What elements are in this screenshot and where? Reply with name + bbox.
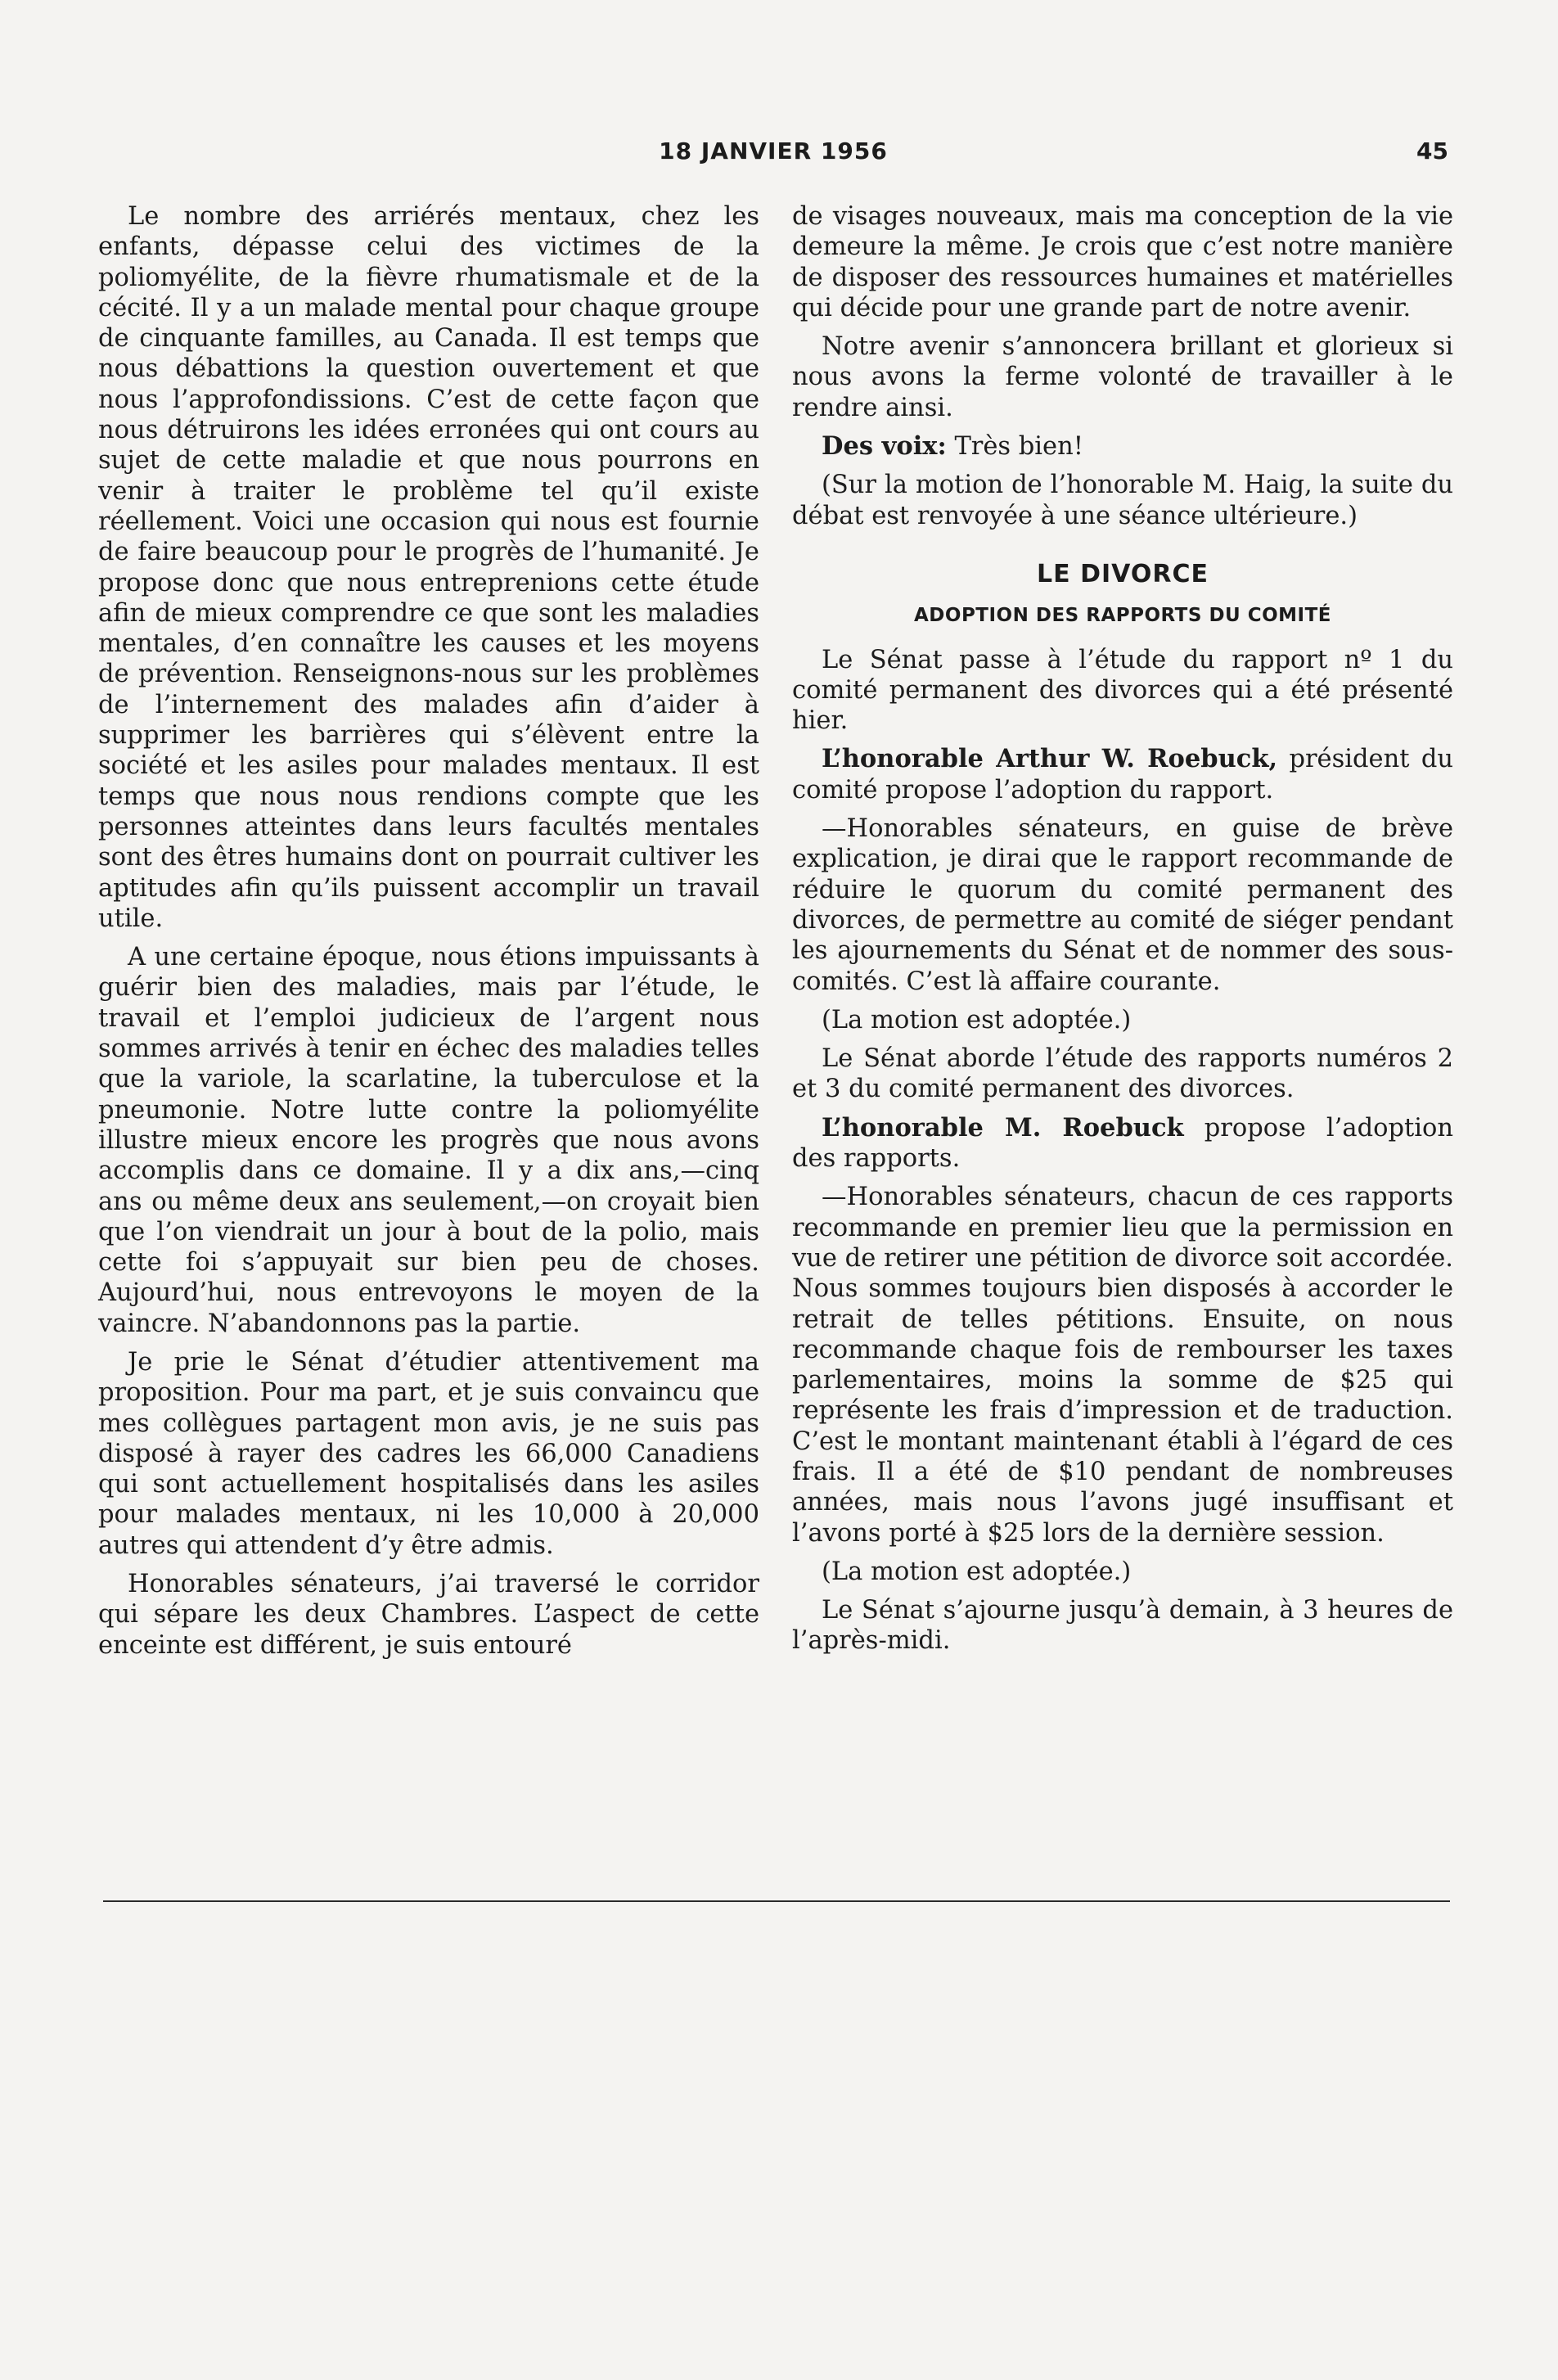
page-header bbox=[98, 137, 1448, 170]
paragraph: (Sur la motion de l’honorable M. Haig, la suite du débat est renvoyée à une séance ultérieure.) bbox=[792, 471, 1453, 530]
page-number: 45 bbox=[1416, 137, 1448, 165]
speech-paragraph bbox=[792, 431, 1453, 462]
speaker-name: L’honorable Arthur W. Roebuck, bbox=[822, 744, 1278, 774]
paragraph: (La motion est adoptée.) bbox=[822, 1557, 1132, 1586]
speech-text: propose l’adoption des rapports. bbox=[792, 1113, 1453, 1174]
speech-text: président du comité propose l’adoption du rapport. bbox=[792, 745, 1454, 805]
paragraph: Le Sénat passe à l’étude du rapport nº 1 du comité permanent des divorces qui a été présenté hier. bbox=[792, 645, 1453, 736]
paragraph: Le Sénat s’ajourne jusqu’à demain, à 3 heures de l’après-midi. bbox=[792, 1596, 1453, 1656]
subsection-title: ADOPTION DES RAPPORTS DU COMITÉ bbox=[914, 605, 1331, 627]
paragraph: Honorables sénateurs, j’ai traversé le corridor qui sépare les deux Chambres. L’aspect de cette enceinte est différent, je suis entouré bbox=[98, 1570, 759, 1660]
speaker-name: Des voix: bbox=[822, 431, 947, 462]
page-date: 18 JANVIER 1956 bbox=[659, 137, 888, 165]
paragraph: Notre avenir s’annoncera brillant et glorieux si nous avons la ferme volonté de travailler à le rendre ainsi. bbox=[792, 332, 1453, 422]
bottom-rule bbox=[103, 1900, 1450, 1902]
paragraph: de visages nouveaux, mais ma conception de la vie demeure la même. Je crois que c’est notre manière de disposer des ressources humaines et matérielles qui décide pour une grande part de notre avenir. bbox=[792, 202, 1453, 322]
paragraph: Je prie le Sénat d’étudier attentivement ma proposition. Pour ma part, et je suis convaincu que mes collègues partagent mon avis, je ne suis pas disposé à rayer des cadres les 66,000 Canadiens qui sont actuellement hospitalisés dans les asiles pour malades mentaux, ni les 10,000 à 20,000 autres qui attendent d’y être admis. bbox=[98, 1347, 759, 1560]
speech-paragraph bbox=[792, 744, 1453, 805]
speaker-name: L’honorable M. Roebuck bbox=[822, 1112, 1184, 1143]
paragraph: A une certaine époque, nous étions impuissants à guérir bien des maladies, mais par l’étude, le travail et l’emploi judicieux de l’argent nous sommes arrivés à tenir en échec des maladies telles que la variole, la scarlatine, la tuberculose et la pneumonie. Notre lutte contre la poliomyélite illustre mieux encore les progrès que nous avons accomplis dans ce domaine. Il y a dix ans,—cinq ans ou même deux ans seulement,—on croyait bien que l’on viendrait un jour à bout de la polio, mais cette foi s’appuyait sur bien peu de choses. Aujourd’hui, nous entrevoyons le moyen de la vaincre. N’abandonnons pas la partie. bbox=[98, 943, 759, 1338]
paragraph: —Honorables sénateurs, en guise de brève explication, je dirai que le rapport recommande de réduire le quorum du comité permanent des divorces, de permettre au comité de siéger pendant les ajournements du Sénat et de nommer des sous-comités. C’est là affaire courante. bbox=[792, 814, 1453, 996]
speech-text: Très bien! bbox=[946, 432, 1083, 462]
paragraph: —Honorables sénateurs, chacun de ces rapports recommande en premier lieu que la permission en vue de retirer une pétition de divorce soit accordée. Nous sommes toujours bien disposés à accorder le retrait de telles pétitions. Ensuite, on nous recommande chaque fois de rembourser les taxes parlementaires, moins la somme de $25 qui représente les frais d’impression et de traduction. C’est le montant maintenant établi à l’égard de ces frais. Il a été de $10 pendant de nombreuses années, mais nous l’avons jugé insuffisant et l’avons porté à $25 lors de la dernière session. bbox=[792, 1183, 1453, 1548]
paragraph: (La motion est adoptée.) bbox=[822, 1005, 1132, 1034]
right-column bbox=[792, 201, 1453, 1665]
speech-paragraph bbox=[792, 1113, 1453, 1174]
paragraph: Le Sénat aborde l’étude des rapports numéros 2 et 3 du comité permanent des divorces. bbox=[792, 1044, 1453, 1104]
section-title: LE DIVORCE bbox=[1037, 559, 1209, 588]
paragraph: Le nombre des arriérés mentaux, chez les enfants, dépasse celui des victimes de la poliomyélite, de la fièvre rhumatismale et de la cécité. Il y a un malade mental pour chaque groupe de cinquante familles, au Canada. Il est temps que nous débattions la question ouvertement et que nous l’approfondissions. C’est de cette façon que nous détruirons les idées erronées qui ont cours au sujet de cette maladie et que nous pourrons en venir à traiter le problème tel qu’il existe réellement. Voici une occasion qui nous est fournie de faire beaucoup pour le progrès de l’humanité. Je propose donc que nous entreprenions cette étude afin de mieux comprendre ce que sont les maladies mentales, d’en connaître les causes et les moyens de prévention. Renseignons-nous sur les problèmes de l’internement des malades afin d’aider à supprimer les barrières qui s’élèvent entre la société et les asiles pour malades mentaux. Il est temps que nous nous rendions compte que les personnes atteintes dans leurs facultés mentales sont des êtres humains dont on pourrait cultiver les aptitudes afin qu’ils puissent accomplir un travail utile. bbox=[98, 202, 759, 933]
left-column bbox=[98, 201, 759, 1669]
